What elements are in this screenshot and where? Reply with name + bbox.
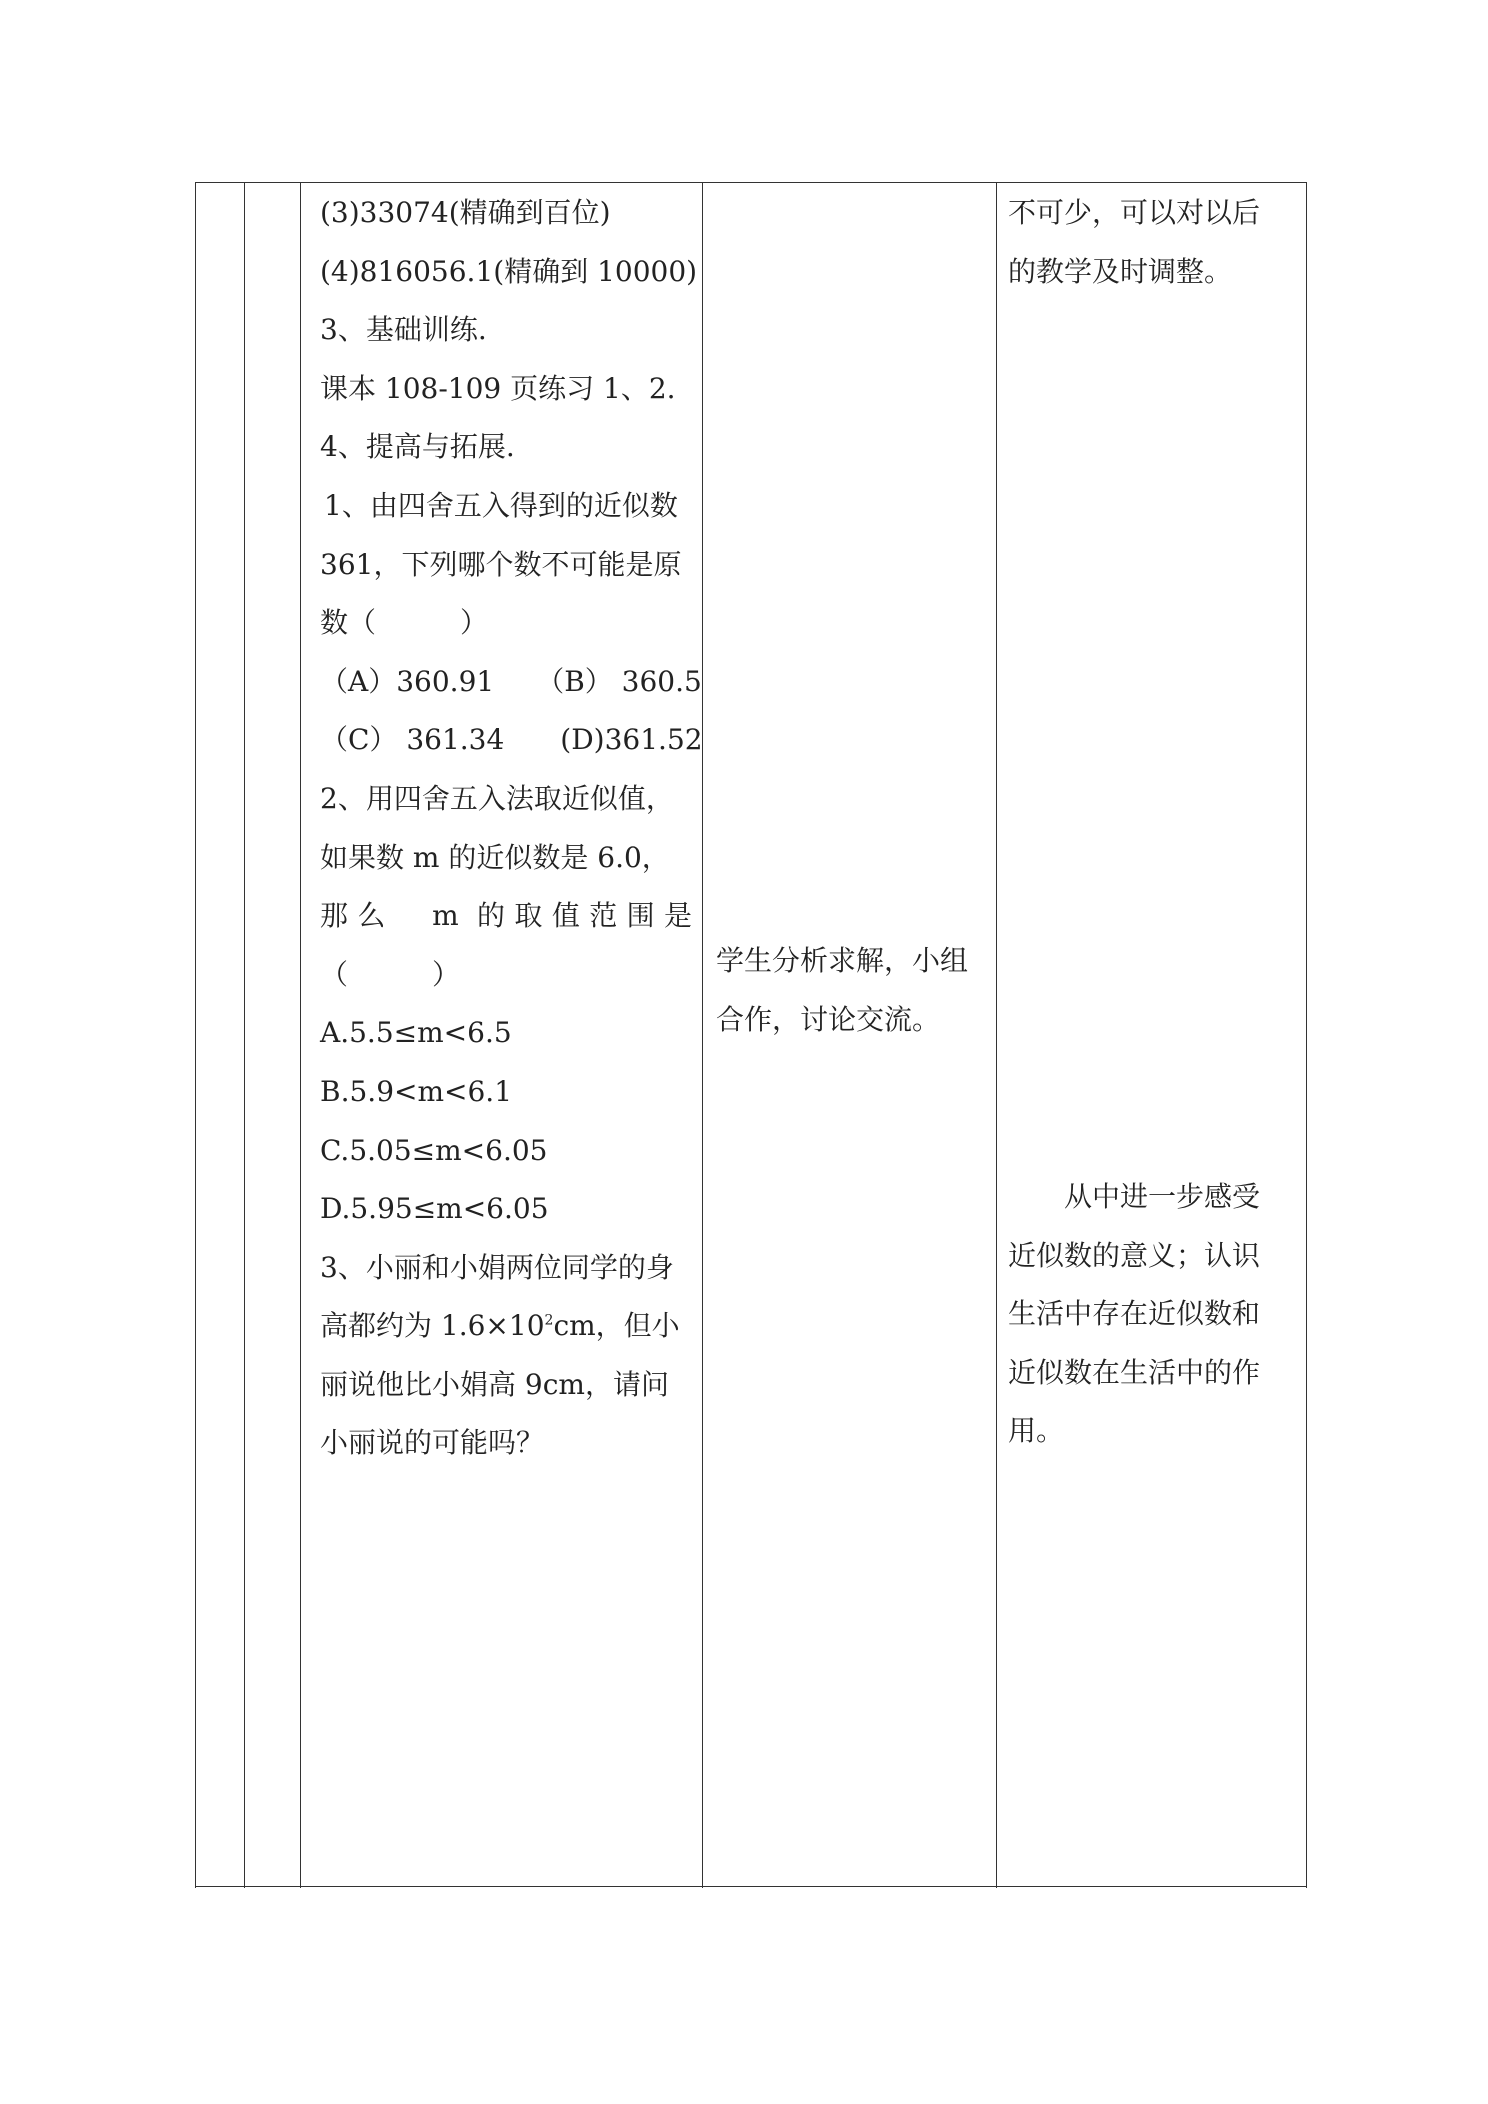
table-border-2	[244, 182, 245, 1888]
table-bottom-border	[195, 1886, 1307, 1887]
table-top-border	[195, 182, 1307, 183]
option-line: D.5.95≤m<6.05	[320, 1192, 549, 1226]
option-line: （C） 361.34 (D)361.52	[320, 723, 703, 757]
activity-line: 合作，讨论交流。	[716, 1002, 941, 1036]
table-border-3	[300, 182, 301, 1888]
option-line: B.5.9<m<6.1	[320, 1074, 513, 1108]
intent-line: 从中进一步感受	[1008, 1180, 1261, 1213]
question-line: 小丽说的可能吗？	[320, 1426, 545, 1460]
intent-line: 的教学及时调整。	[1008, 254, 1233, 288]
exercise-line: (3)33074(精确到百位)	[320, 196, 611, 229]
table-border-6	[1306, 182, 1307, 1888]
intent-line: 近似数在生活中的作	[1008, 1355, 1261, 1389]
table-border-1	[195, 182, 196, 1888]
intent-column-top	[1008, 184, 1298, 301]
question-line: 2、用四舍五入法取近似值，	[320, 781, 674, 815]
intent-column-bottom	[1008, 1168, 1298, 1461]
question-line: 361，下列哪个数不可能是原	[320, 547, 682, 581]
exponent: 2	[544, 1312, 554, 1329]
section-heading: 4、提高与拓展.	[320, 430, 515, 464]
height-text: 高都约为 1.6×10	[320, 1309, 545, 1343]
question-line: （ ）	[320, 957, 461, 991]
question-line: 如果数 m 的近似数是 6.0，	[320, 840, 670, 874]
question-line: 数（ ）	[320, 606, 489, 640]
option-line: A.5.5≤m<6.5	[320, 1016, 512, 1050]
question-line: 3、小丽和小娟两位同学的身	[320, 1250, 674, 1284]
question-line: 丽说他比小娟高 9cm，请问	[320, 1367, 669, 1401]
question-line: 那么 m 的取值范围是	[320, 899, 692, 933]
option-line: （A）360.91 （B） 360.5	[320, 664, 702, 698]
intent-line: 生活中存在近似数和	[1008, 1297, 1261, 1331]
option-line: C.5.05≤m<6.05	[320, 1133, 548, 1167]
height-text-unit: cm，但小	[553, 1309, 680, 1343]
intent-line: 用。	[1008, 1414, 1065, 1448]
intent-line: 近似数的意义；认识	[1008, 1238, 1261, 1272]
content-column	[320, 184, 703, 1473]
table-border-4	[702, 182, 703, 1888]
activity-line: 学生分析求解，小组	[716, 944, 969, 977]
exercise-line: (4)816056.1(精确到 10000)	[320, 254, 698, 288]
section-heading: 3、基础训练.	[320, 313, 487, 347]
exercise-line: 课本 108-109 页练习 1、2.	[320, 371, 676, 405]
question-line: 1、由四舍五入得到的近似数	[324, 488, 678, 522]
table-border-5	[996, 182, 997, 1888]
intent-line: 不可少，可以对以后	[1008, 196, 1261, 229]
activity-column	[716, 932, 986, 1049]
question-line	[320, 1297, 692, 1356]
